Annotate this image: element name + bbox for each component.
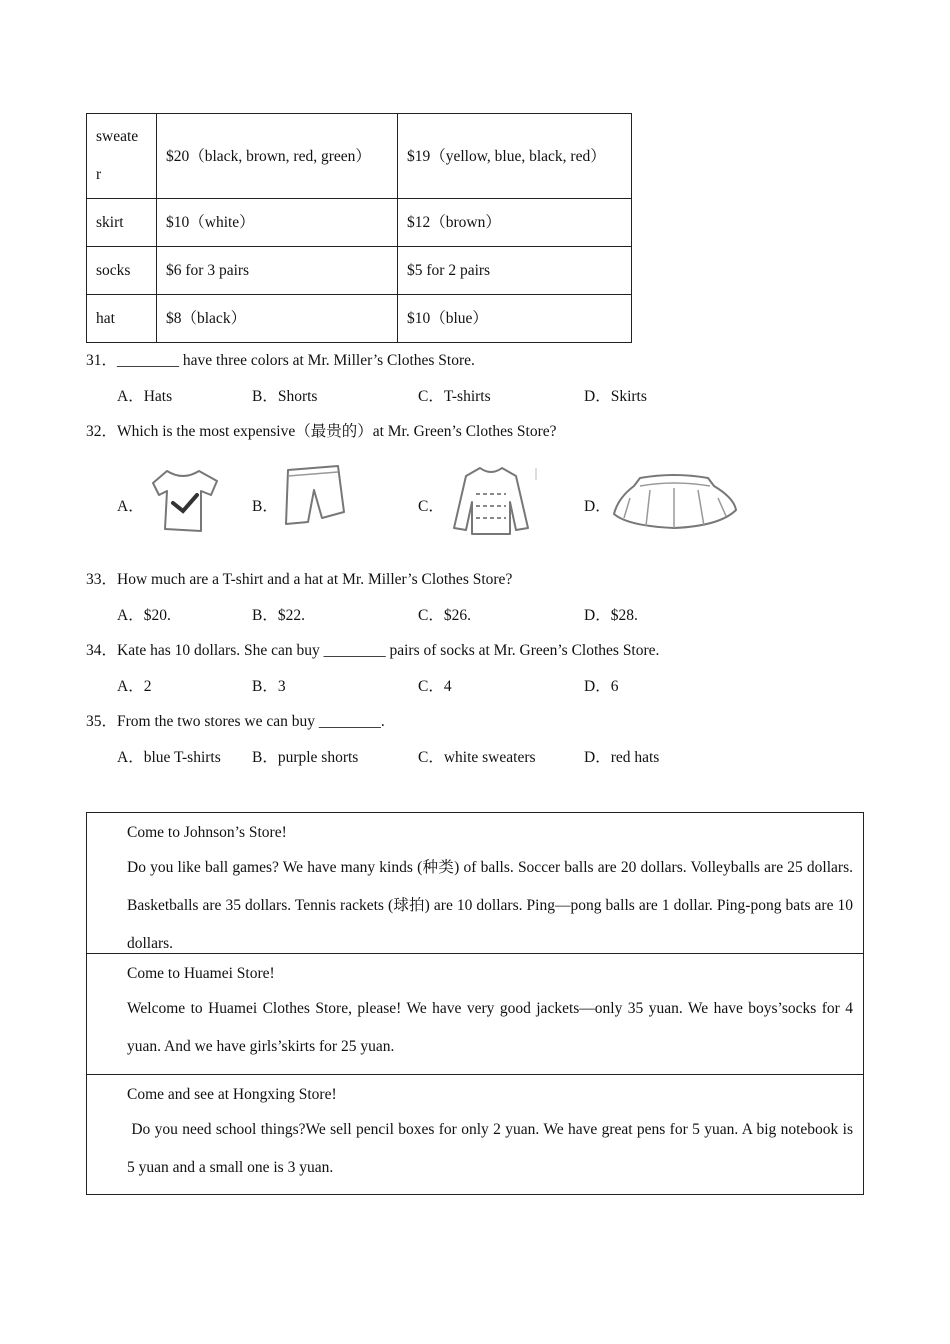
price-table — [86, 113, 632, 343]
option-b[interactable]: B．purple shorts — [252, 749, 359, 766]
table-row — [87, 295, 632, 343]
question-32: 32．Which is the most expensive（最贵的）at Mr. Green’s Clothes Store? — [86, 423, 557, 440]
option-b[interactable]: B．3 — [252, 678, 286, 695]
tshirt-icon[interactable] — [145, 465, 221, 537]
question-33: 33．How much are a T-shirt and a hat at Mr. Miller’s Clothes Store? — [86, 571, 513, 588]
option-a[interactable]: A．blue T-shirts — [117, 749, 221, 766]
option-d[interactable]: D．$28. — [584, 607, 638, 624]
table-cell-green-price: $5 for 2 pairs — [398, 247, 632, 295]
ad-title: Come to Johnson’s Store! — [127, 824, 287, 841]
table-cell-green-price: $12（brown） — [398, 199, 632, 247]
sweater-icon[interactable] — [448, 462, 538, 538]
option-d[interactable]: D．red hats — [584, 749, 660, 766]
ad-title: Come to Huamei Store! — [127, 965, 275, 982]
ad-body: Do you like ball games? We have many kinds (种类) of balls. Soccer balls are 20 dollars. Volleyballs are 25 dollars. Basketballs are 35 dollars. Tennis rackets (球拍) are 10 dollars. Ping—pong balls are 1 dollar. Ping-pong bats are 10 dollars. — [127, 859, 853, 952]
question-31: 31．________ have three colors at Mr. Miller’s Clothes Store. — [86, 352, 475, 369]
option-d[interactable]: D． — [584, 498, 611, 515]
option-a[interactable]: A．2 — [117, 678, 152, 695]
option-b[interactable]: B．Shorts — [252, 388, 318, 405]
table-cell-item: socks — [87, 247, 157, 295]
table-cell-item: sweate r — [87, 114, 157, 199]
option-b[interactable]: B．$22. — [252, 607, 305, 624]
option-c[interactable]: C． — [418, 498, 444, 515]
table-cell-miller-price: $20（black, brown, red, green） — [157, 114, 398, 199]
option-c[interactable]: C．4 — [418, 678, 452, 695]
question-35: 35．From the two stores we can buy ________. — [86, 713, 385, 730]
ad-body: Do you need school things?We sell pencil boxes for only 2 yuan. We have great pens for 5 yuan. A big notebook is 5 yuan and a small one is 3 yuan. — [127, 1121, 853, 1176]
skirt-icon[interactable] — [610, 468, 738, 536]
option-d[interactable]: D．6 — [584, 678, 619, 695]
table-cell-green-price: $10（blue） — [398, 295, 632, 343]
table-cell-green-price: $19（yellow, blue, black, red） — [398, 114, 632, 199]
table-row — [87, 247, 632, 295]
option-a[interactable]: A．$20. — [117, 607, 171, 624]
table-cell-item: hat — [87, 295, 157, 343]
ad-hongxing-store — [87, 1074, 863, 1194]
table-cell-miller-price: $10（white） — [157, 199, 398, 247]
option-a[interactable]: A．Hats — [117, 388, 173, 405]
table-cell-item: skirt — [87, 199, 157, 247]
table-row — [87, 199, 632, 247]
option-c[interactable]: C．T-shirts — [418, 388, 491, 405]
question-34: 34．Kate has 10 dollars. She can buy ________ pairs of socks at Mr. Green’s Clothes Store. — [86, 642, 660, 659]
table-cell-miller-price: $8（black） — [157, 295, 398, 343]
option-c[interactable]: C．$26. — [418, 607, 471, 624]
option-b[interactable]: B． — [252, 498, 278, 515]
ad-title: Come and see at Hongxing Store! — [127, 1086, 337, 1103]
ad-johnsons-store — [87, 813, 863, 953]
ad-huamei-store — [87, 953, 863, 1074]
option-c[interactable]: C．white sweaters — [418, 749, 536, 766]
option-d[interactable]: D．Skirts — [584, 388, 647, 405]
ads-table — [86, 812, 864, 1195]
ad-body: Welcome to Huamei Clothes Store, please! We have very good jackets—only 35 yuan. We have boys’socks for 4 yuan. And we have girls’skirts for 25 yuan. — [127, 1000, 853, 1055]
table-cell-miller-price: $6 for 3 pairs — [157, 247, 398, 295]
shorts-icon[interactable] — [278, 462, 350, 534]
option-a[interactable]: A． — [117, 498, 144, 515]
table-row — [87, 114, 632, 199]
